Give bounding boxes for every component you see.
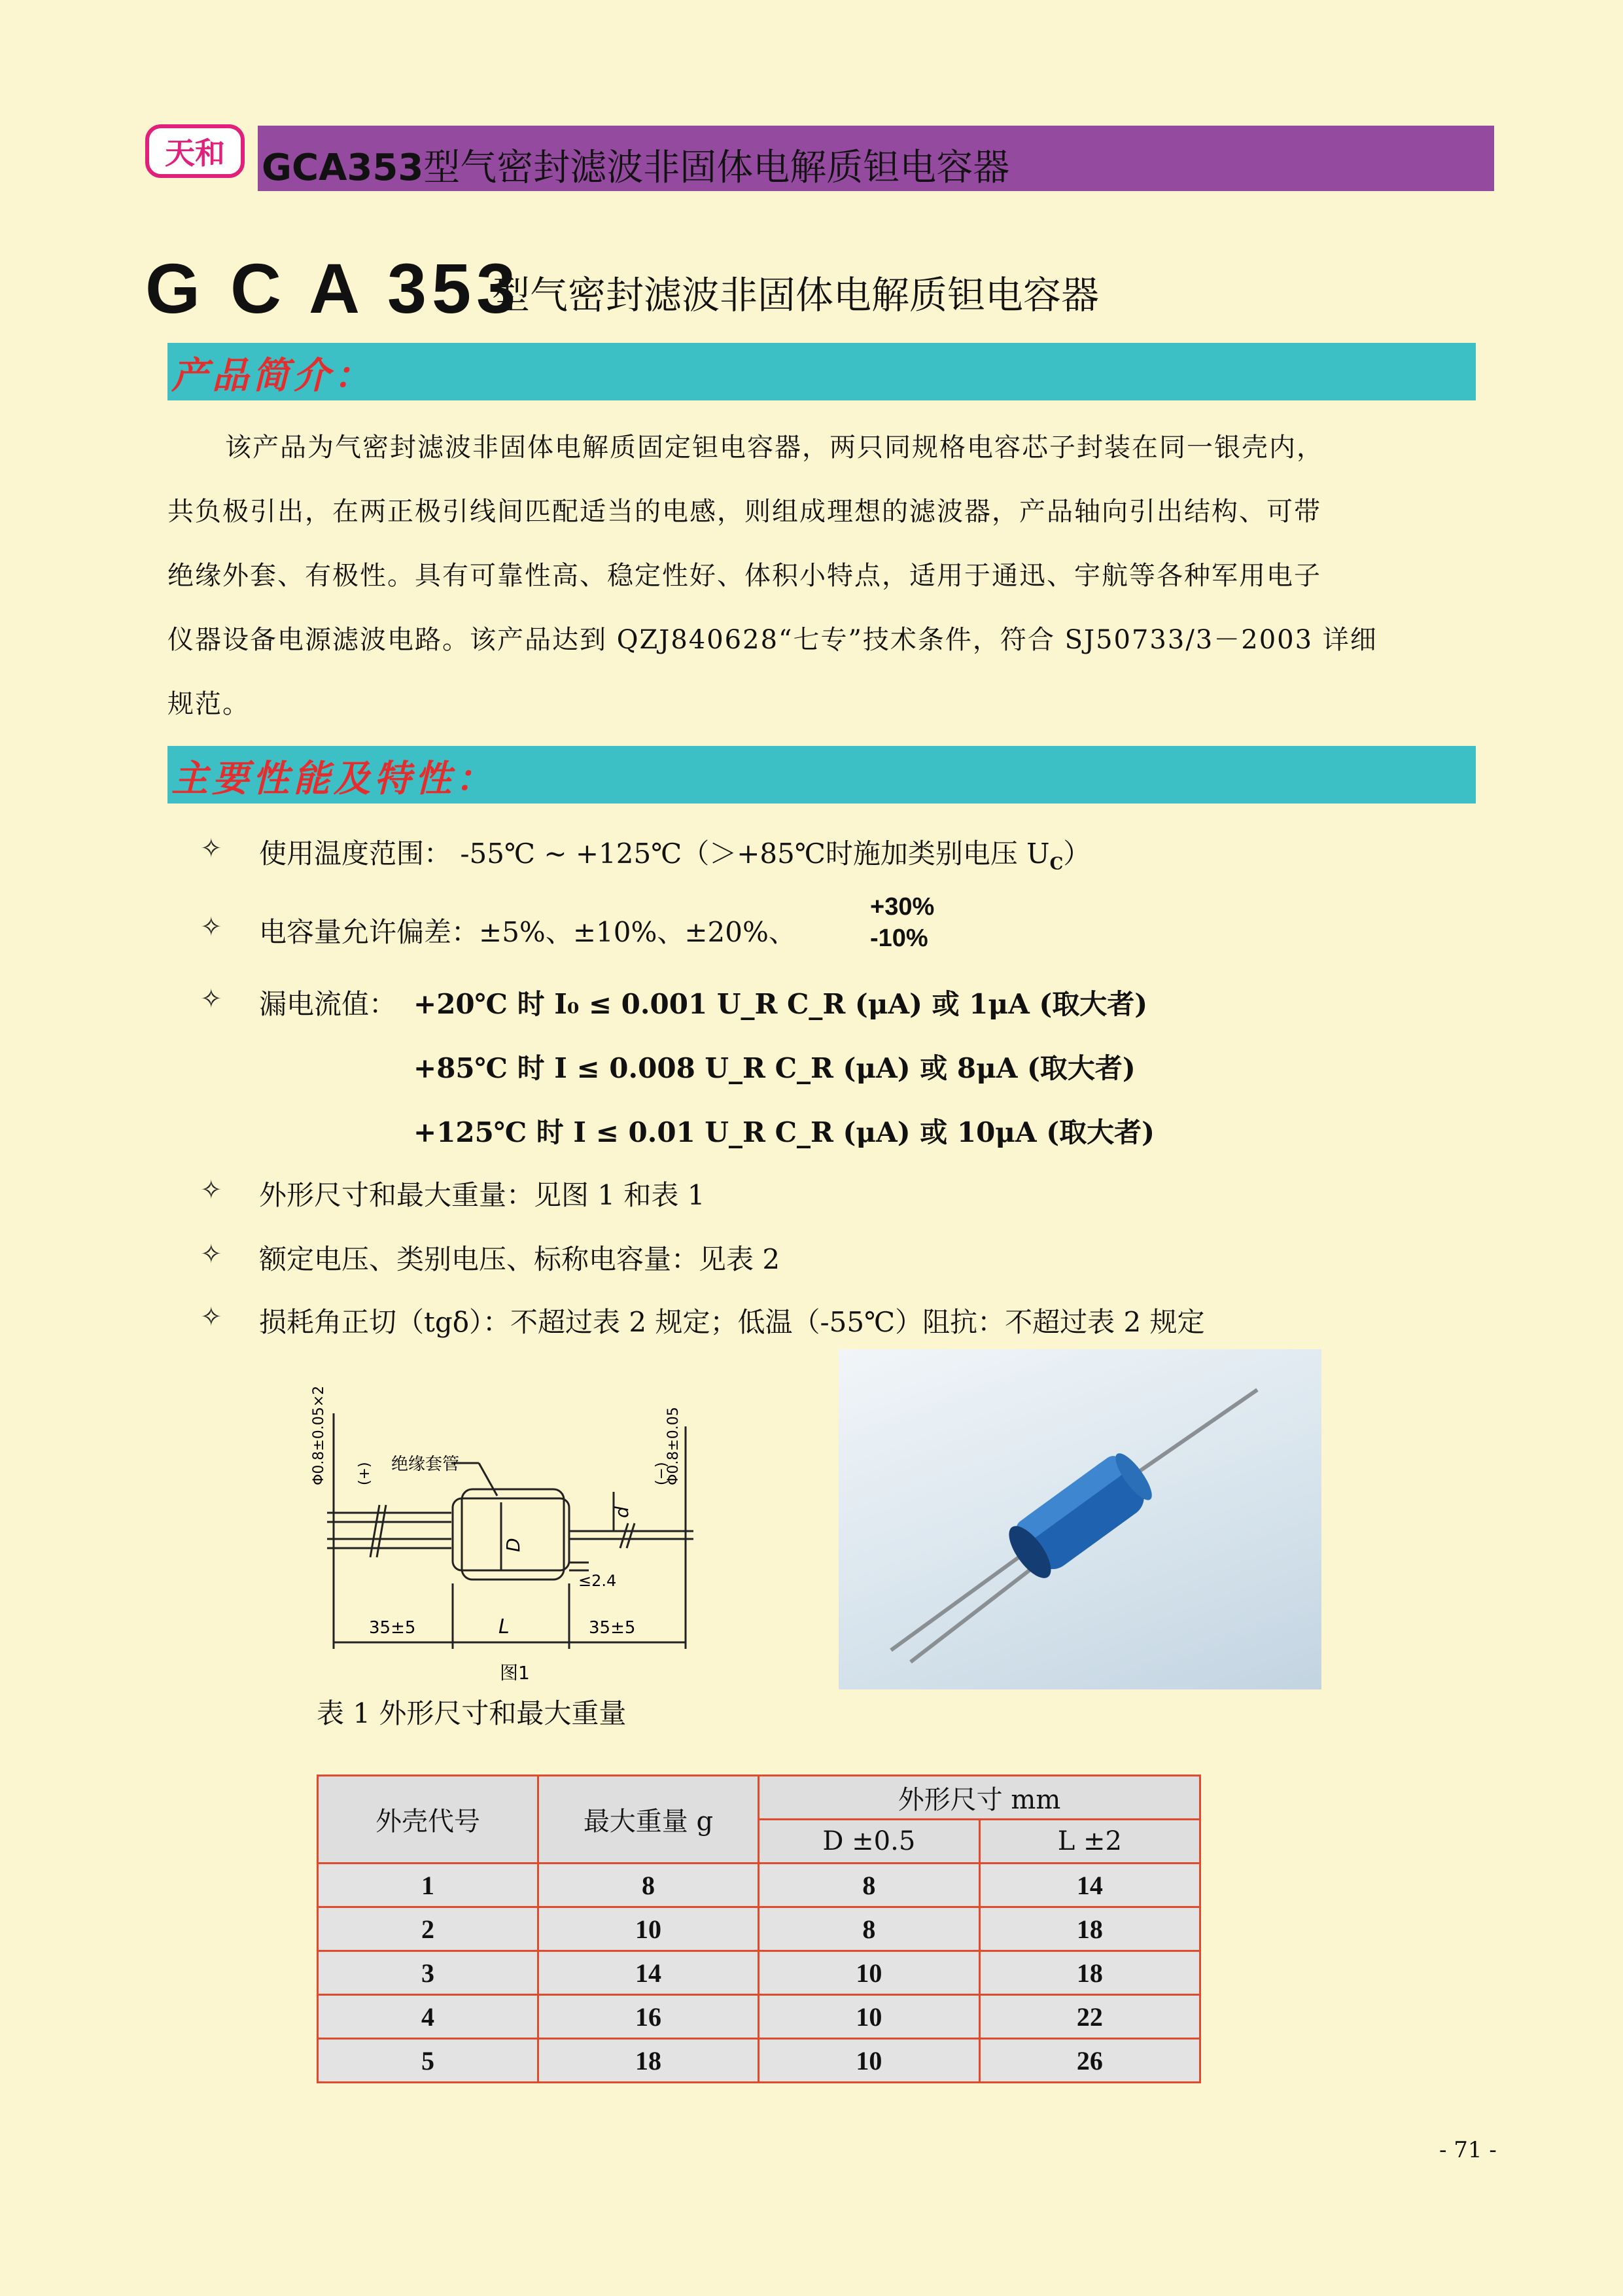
gap-label: ≤2.4 bbox=[578, 1572, 617, 1590]
feature-temperature-end: ） bbox=[1063, 838, 1091, 870]
outline-drawing bbox=[307, 1374, 700, 1695]
cell-L: 14 bbox=[979, 1863, 1200, 1907]
bullet-icon: ✧ bbox=[200, 1175, 222, 1205]
cell-L: 22 bbox=[979, 1995, 1200, 2039]
cell-L: 18 bbox=[979, 1951, 1200, 1995]
sleeve-label: 绝缘套管 bbox=[391, 1455, 460, 1474]
cell-weight: 16 bbox=[538, 1995, 758, 2039]
intro-line-1: 该产品为气密封滤波非固体电解质固定钽电容器，两只同规格电容芯子封装在同一银壳内， bbox=[225, 433, 1324, 463]
table-row bbox=[318, 2039, 1200, 2083]
cell-weight: 10 bbox=[538, 1907, 758, 1951]
leakage-line-1: +20℃ 时 I₀ ≤ 0.001 U_R C_R (μA) 或 1μA (取大者) bbox=[413, 988, 1148, 1020]
plus-label: (+) bbox=[357, 1462, 373, 1485]
capacitor-image bbox=[839, 1349, 1321, 1689]
feature-rated-voltage bbox=[259, 1238, 780, 1277]
leakage-line-3: +125℃ 时 I ≤ 0.01 U_R C_R (μA) 或 10μA (取大者) bbox=[413, 1116, 1155, 1148]
cell-case: 1 bbox=[318, 1863, 538, 1907]
feature-loss-tangent-text: 损耗角正切（tgδ）：不超过表 2 规定；低温（-55℃）阻抗：不超过表 2 规定 bbox=[259, 1306, 1205, 1338]
bullet-icon: ✧ bbox=[200, 984, 222, 1014]
table-row bbox=[318, 1951, 1200, 1995]
cell-weight: 18 bbox=[538, 2039, 758, 2083]
bullet-icon: ✧ bbox=[200, 912, 222, 942]
feature-cap-tolerance-text: 电容量允许偏差：±5%、±10%、±20%、 bbox=[259, 916, 796, 948]
feature-rated-voltage-text: 额定电压、类别电压、标称电容量：见表 2 bbox=[259, 1243, 780, 1275]
cell-L: 18 bbox=[979, 1907, 1200, 1951]
bullet-icon: ✧ bbox=[200, 1302, 222, 1332]
lead-diameter-left: Φ0.8±0.05×2 bbox=[311, 1385, 327, 1485]
cell-case: 4 bbox=[318, 1995, 538, 2039]
intro-line-3: 绝缘外套、有极性。具有可靠性高、稳定性好、体积小特点，适用于通迅、宇航等各种军用电子 bbox=[167, 561, 1321, 591]
features-heading: 主要性能及特性： bbox=[171, 757, 496, 800]
dimensions-table bbox=[317, 1775, 1201, 2083]
intro-line-2: 共负极引出，在两正极引线间匹配适当的电感，则组成理想的滤波器，产品轴向引出结构、可带 bbox=[167, 497, 1321, 527]
cell-case: 3 bbox=[318, 1951, 538, 1995]
leakage-label-text: 漏电流值： bbox=[259, 988, 397, 1020]
diameter-d: d bbox=[611, 1506, 633, 1518]
cell-case: 5 bbox=[318, 2039, 538, 2083]
tolerance-plus: +30% bbox=[870, 893, 935, 921]
cell-D: 10 bbox=[758, 2039, 979, 2083]
minus-label: (−) bbox=[654, 1462, 670, 1485]
header-dimensions: 外形尺寸 mm bbox=[758, 1776, 1200, 1820]
leakage-line-2: +85℃ 时 I ≤ 0.008 U_R C_R (μA) 或 8μA (取大者) bbox=[413, 1052, 1136, 1084]
table-row bbox=[318, 1863, 1200, 1907]
product-photo bbox=[839, 1349, 1321, 1689]
left-lead-length: 35±5 bbox=[369, 1618, 416, 1638]
header-D: D ±0.5 bbox=[758, 1820, 979, 1863]
body-length-L: L bbox=[498, 1616, 510, 1638]
tolerance-minus: -10% bbox=[870, 925, 928, 952]
table-row bbox=[318, 1907, 1200, 1951]
cell-D: 10 bbox=[758, 1951, 979, 1995]
cell-L: 26 bbox=[979, 2039, 1200, 2083]
cell-D: 10 bbox=[758, 1995, 979, 2039]
right-lead-length: 35±5 bbox=[589, 1618, 636, 1638]
brand-logo: 天和 bbox=[145, 124, 245, 178]
feature-loss-tangent bbox=[259, 1301, 1205, 1340]
intro-heading: 产品简介： bbox=[171, 354, 374, 397]
intro-line-4: 仪器设备电源滤波电路。该产品达到 QZJ840628“七专”技术条件，符合 SJ50733/3－2003 详细 bbox=[167, 625, 1378, 655]
table-caption: 表 1 外形尺寸和最大重量 bbox=[317, 1697, 627, 1729]
feature-temperature-text: 使用温度范围： -55℃ ~ +125℃（＞+85℃时施加类别电压 U bbox=[259, 838, 1050, 870]
bullet-icon: ✧ bbox=[200, 1239, 222, 1269]
feature-cap-tolerance bbox=[259, 911, 796, 950]
table-row bbox=[318, 1995, 1200, 2039]
header-title bbox=[262, 139, 1009, 191]
page-title-text: 型气密封滤波非固体电解质钽电容器 bbox=[492, 273, 1100, 317]
cell-D: 8 bbox=[758, 1907, 979, 1951]
header-max-weight: 最大重量 g bbox=[538, 1776, 758, 1863]
tolerance-stack bbox=[870, 891, 934, 954]
feature-dimensions bbox=[259, 1174, 705, 1213]
lead-diameter-right: Φ0.8±0.05 bbox=[665, 1407, 682, 1485]
diameter-D: D bbox=[502, 1538, 524, 1552]
cell-weight: 8 bbox=[538, 1863, 758, 1907]
header-L: L ±2 bbox=[979, 1820, 1200, 1863]
feature-leakage-label bbox=[259, 983, 396, 1022]
header-title-text: 型气密封滤波非固体电解质钽电容器 bbox=[423, 147, 1010, 189]
header-code: GCA353 bbox=[262, 147, 424, 189]
page-title-code: G C A 353 bbox=[145, 249, 521, 328]
bullet-icon: ✧ bbox=[200, 834, 222, 864]
feature-dimensions-text: 外形尺寸和最大重量：见图 1 和表 1 bbox=[259, 1179, 705, 1211]
cell-D: 8 bbox=[758, 1863, 979, 1907]
cell-case: 2 bbox=[318, 1907, 538, 1951]
header-case-code: 外壳代号 bbox=[318, 1776, 538, 1863]
feature-temperature bbox=[259, 832, 1091, 874]
cell-weight: 14 bbox=[538, 1951, 758, 1995]
page-number: - 71 - bbox=[1439, 2137, 1497, 2163]
intro-line-5: 规范。 bbox=[167, 689, 250, 719]
figure-caption: 图1 bbox=[500, 1662, 530, 1684]
feature-temperature-sub: C bbox=[1049, 854, 1064, 874]
